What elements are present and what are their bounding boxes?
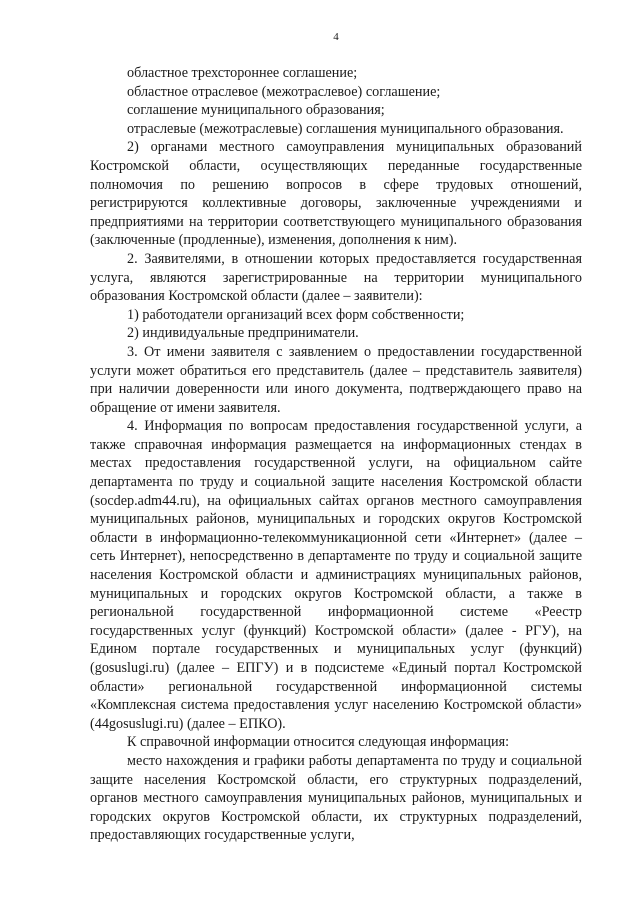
- paragraph: 2) органами местного самоуправления муниципальных образований Костромской области, осуществляющих переданные государственные полномочия по решению вопросов в сфере трудовых отношений, регистрируются коллективные договоры, заключенные учреждениями и предприятиями на территории соответствующего муниципального образования (заключенные (продленные), изменения, дополнения к ним).: [90, 139, 582, 249]
- paragraph: 4. Информация по вопросам предоставления государственной услуги, а также справочная информация размещается на информационных стендах в местах предоставления государственной услуги, на официальном сайте департамента по труду и социальной защите населения Костромской области (socdep.adm44.ru), на официальных сайтах органов местного самоуправления муниципальных районов, муниципальных и городских округов Костромской области в информационно-телекоммуникационной сети «Интернет» (далее – сеть Интернет), непосредственно в департаменте по труду и социальной защите населения Костромской области и администрациях муниципальных районов, муниципальных и городских округов Костромской области, а также в региональной государственной информационной системе «Реестр государственных услуг (функций) Костромской области» (далее - РГУ), на Едином портале государственных и муниципальных услуг (функций) (gosuslugi.ru) (далее – ЕПГУ) и в подсистеме «Единый портал Костромской области» региональной государственной информационной системы «Комплексная система предоставления услуг населению Костромской области» (44gosuslugi.ru) (далее – ЕПКО).: [90, 418, 582, 732]
- paragraph: соглашение муниципального образования;: [127, 102, 385, 119]
- page-number: 4: [333, 31, 339, 43]
- paragraph: 2. Заявителями, в отношении которых предоставляется государственная услуга, являются зарегистрированные на территории муниципального образования Костромской области (далее – заявители):: [90, 250, 582, 305]
- paragraph: 1) работодатели организаций всех форм собственности;: [127, 306, 465, 323]
- paragraph: К справочной информации относится следующая информация:: [127, 734, 510, 751]
- paragraph: 2) индивидуальные предприниматели.: [127, 325, 359, 342]
- paragraph: место нахождения и графики работы департамента по труду и социальной защите населения Костромской области, его структурных подразделений, органов местного самоуправления муниципальных районов, муниципальных и городских округов Костромской области, их структурных подразделений, предоставляющих государственные услуги,: [90, 752, 582, 844]
- document-page: [90, 30, 582, 845]
- paragraph: отраслевые (межотраслевые) соглашения муниципального образования.: [127, 120, 564, 137]
- paragraph: областное отраслевое (межотраслевое) соглашение;: [127, 83, 441, 100]
- paragraph: областное трехстороннее соглашение;: [127, 65, 358, 81]
- paragraph: 3. От имени заявителя с заявлением о предоставлении государственной услуги может обратиться его представитель (далее – представитель заявителя) при наличии доверенности или иного документа, подтверждающего право на обращение от имени заявителя.: [90, 343, 582, 416]
